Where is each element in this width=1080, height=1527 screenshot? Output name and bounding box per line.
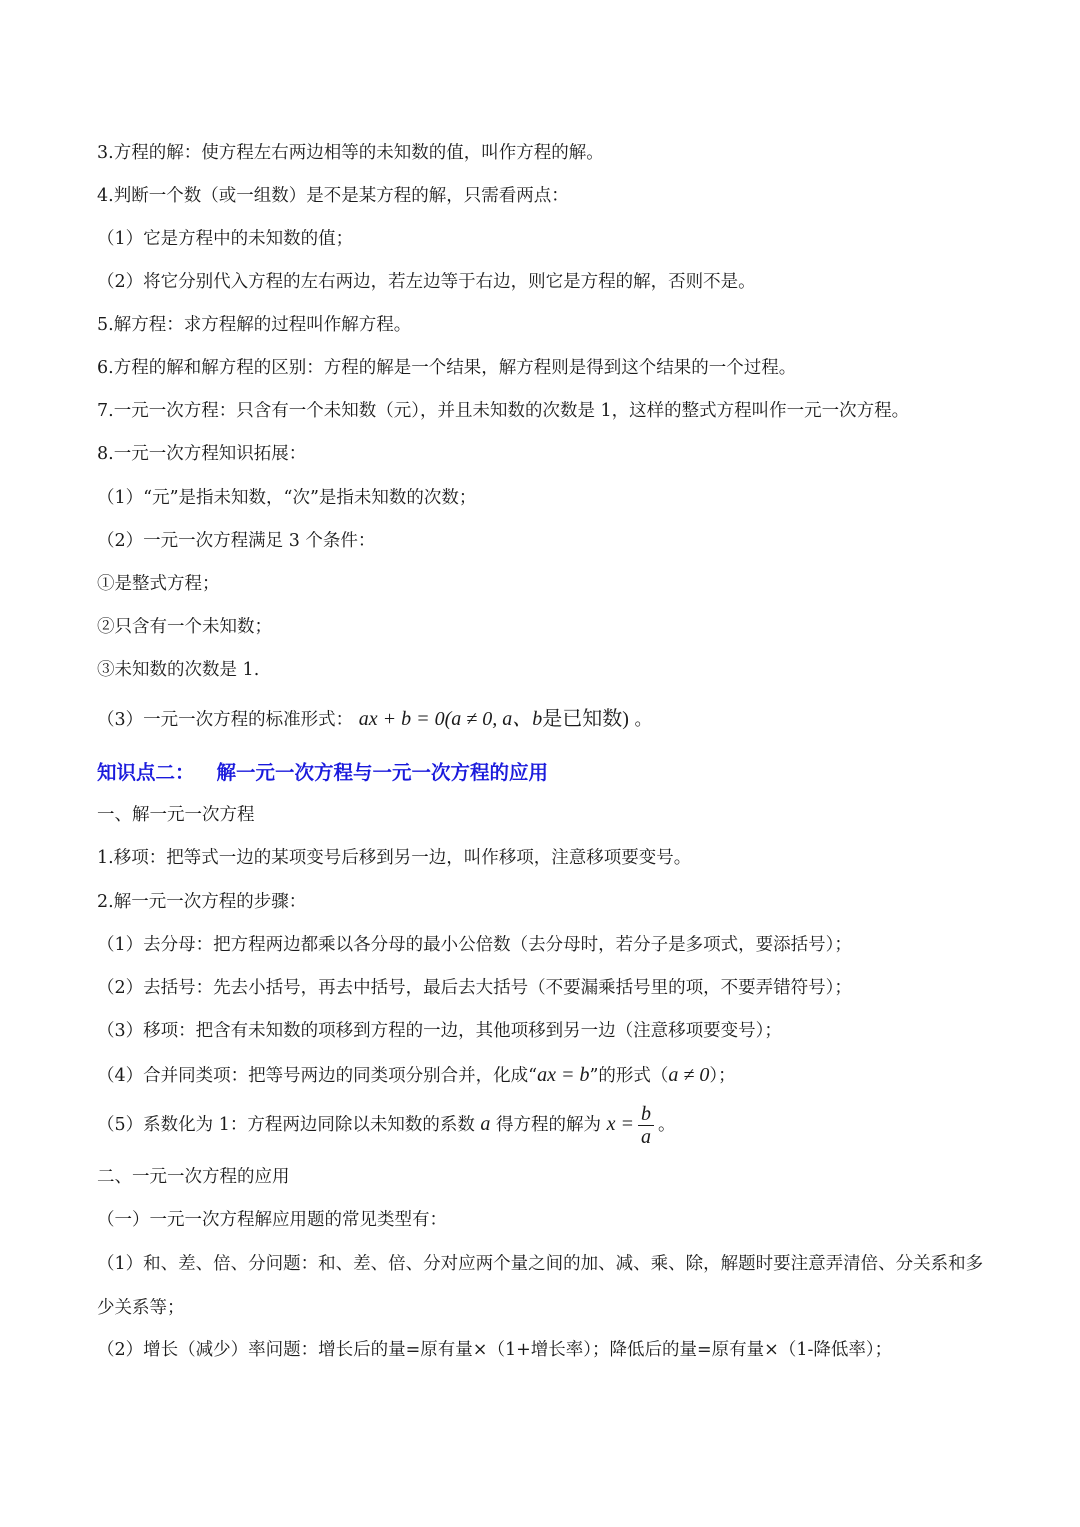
step-5-fraction	[638, 1103, 654, 1148]
condition-2: ②只含有一个未知数；	[97, 617, 272, 637]
item-7-linear-equation-definition: 7.一元一次方程：只含有一个未知数（元），并且未知数的次数是 1，这样的整式方程叫作一元一次方程。	[97, 401, 910, 421]
step-4-mid: ”的形式（	[589, 1066, 669, 1086]
heading-title: 解一元一次方程与一元一次方程的应用	[216, 761, 549, 784]
item-2-steps: 2.解一元一次方程的步骤：	[97, 892, 307, 912]
type-2-growth-rate: （2）增长（减少）率问题：增长后的量=原有量×（1+增长率）；降低后的量=原有量×（1-降低率）；	[97, 1340, 893, 1360]
step-2-remove-brackets: （2）去括号：先去小括号，再去中括号，最后去大括号（不要漏乘括号里的项，不要弄错符号）；	[97, 978, 852, 998]
item-1-transposition: 1.移项：把等式一边的某项变号后移到另一边，叫作移项，注意移项要变号。	[97, 848, 692, 868]
subsection-solve: 一、解一元一次方程	[97, 805, 255, 825]
fraction-denominator: a	[640, 1126, 651, 1148]
standard-form-known: 是已知数)	[542, 708, 629, 730]
step-5-variable: a	[480, 1113, 491, 1135]
section-heading-knowledge-point-2	[97, 759, 548, 787]
condition-3: ③未知数的次数是 1.	[97, 660, 260, 680]
standard-form-suffix: 。	[634, 710, 652, 730]
heading-label: 知识点二：	[97, 761, 195, 784]
standard-form-line	[97, 706, 990, 733]
fraction-numerator: b	[638, 1103, 654, 1126]
step-5-lhs: x =	[606, 1113, 634, 1135]
condition-1: ①是整式方程；	[97, 574, 220, 594]
item-3-solution-definition: 3.方程的解：使方程左右两边相等的未知数的值，叫作方程的解。	[97, 143, 604, 163]
step-4-combine-like-terms	[97, 1062, 990, 1089]
step-5-suffix: 。	[657, 1115, 676, 1135]
item-4-point-1: （1）它是方程中的未知数的值；	[97, 229, 354, 249]
step-4-suffix: ）；	[709, 1066, 736, 1086]
item-4-point-2: （2）将它分别代入方程的左右两边，若左边等于右边，则它是方程的解，否则不是。	[97, 272, 756, 292]
step-4-formula: ax = b	[537, 1064, 590, 1086]
item-8-point-1: （1）“元”是指未知数，“次”是指未知数的次数；	[97, 488, 477, 508]
item-6-difference: 6.方程的解和解方程的区别：方程的解是一个结果，解方程则是得到这个结果的一个过程。	[97, 358, 797, 378]
step-3-transpose: （3）移项：把含有未知数的项移到方程的一边，其他项移到另一边（注意移项要变号）；	[97, 1021, 782, 1041]
item-4-check-solution: 4.判断一个数（或一组数）是不是某方程的解，只需看两点：	[97, 186, 569, 206]
common-problem-types: （一）一元一次方程解应用题的常见类型有：	[97, 1210, 447, 1230]
item-8-extension: 8.一元一次方程知识拓展：	[97, 444, 307, 464]
type-1-sum-difference-multiple: （1）和、差、倍、分问题：和、差、倍、分对应两个量之间的加、减、乘、除，解题时要注意弄清倍、分关系和多少关系等；	[97, 1254, 984, 1318]
step-4-prefix: （4）合并同类项：把等号两边的同类项分别合并，化成“	[97, 1066, 538, 1086]
standard-form-formula: ax + b = 0(a ≠ 0, a、b	[358, 708, 543, 730]
subsection-application: 二、一元一次方程的应用	[97, 1167, 290, 1187]
item-5-solve-equation: 5.解方程：求方程解的过程叫作解方程。	[97, 315, 412, 335]
step-5-prefix: （5）系数化为 1：方程两边同除以未知数的系数	[97, 1115, 475, 1135]
step-5-mid: 得方程的解为	[496, 1115, 601, 1135]
item-8-point-2: （2）一元一次方程满足 3 个条件：	[97, 531, 376, 551]
step-1-remove-denominator: （1）去分母：把方程两边都乘以各分母的最小公倍数（去分母时，若分子是多项式，要添括号）；	[97, 935, 852, 955]
step-4-condition: a ≠ 0	[668, 1064, 710, 1086]
step-5-coefficient	[97, 1099, 990, 1150]
standard-form-prefix: （3）一元一次方程的标准形式：	[97, 710, 354, 730]
